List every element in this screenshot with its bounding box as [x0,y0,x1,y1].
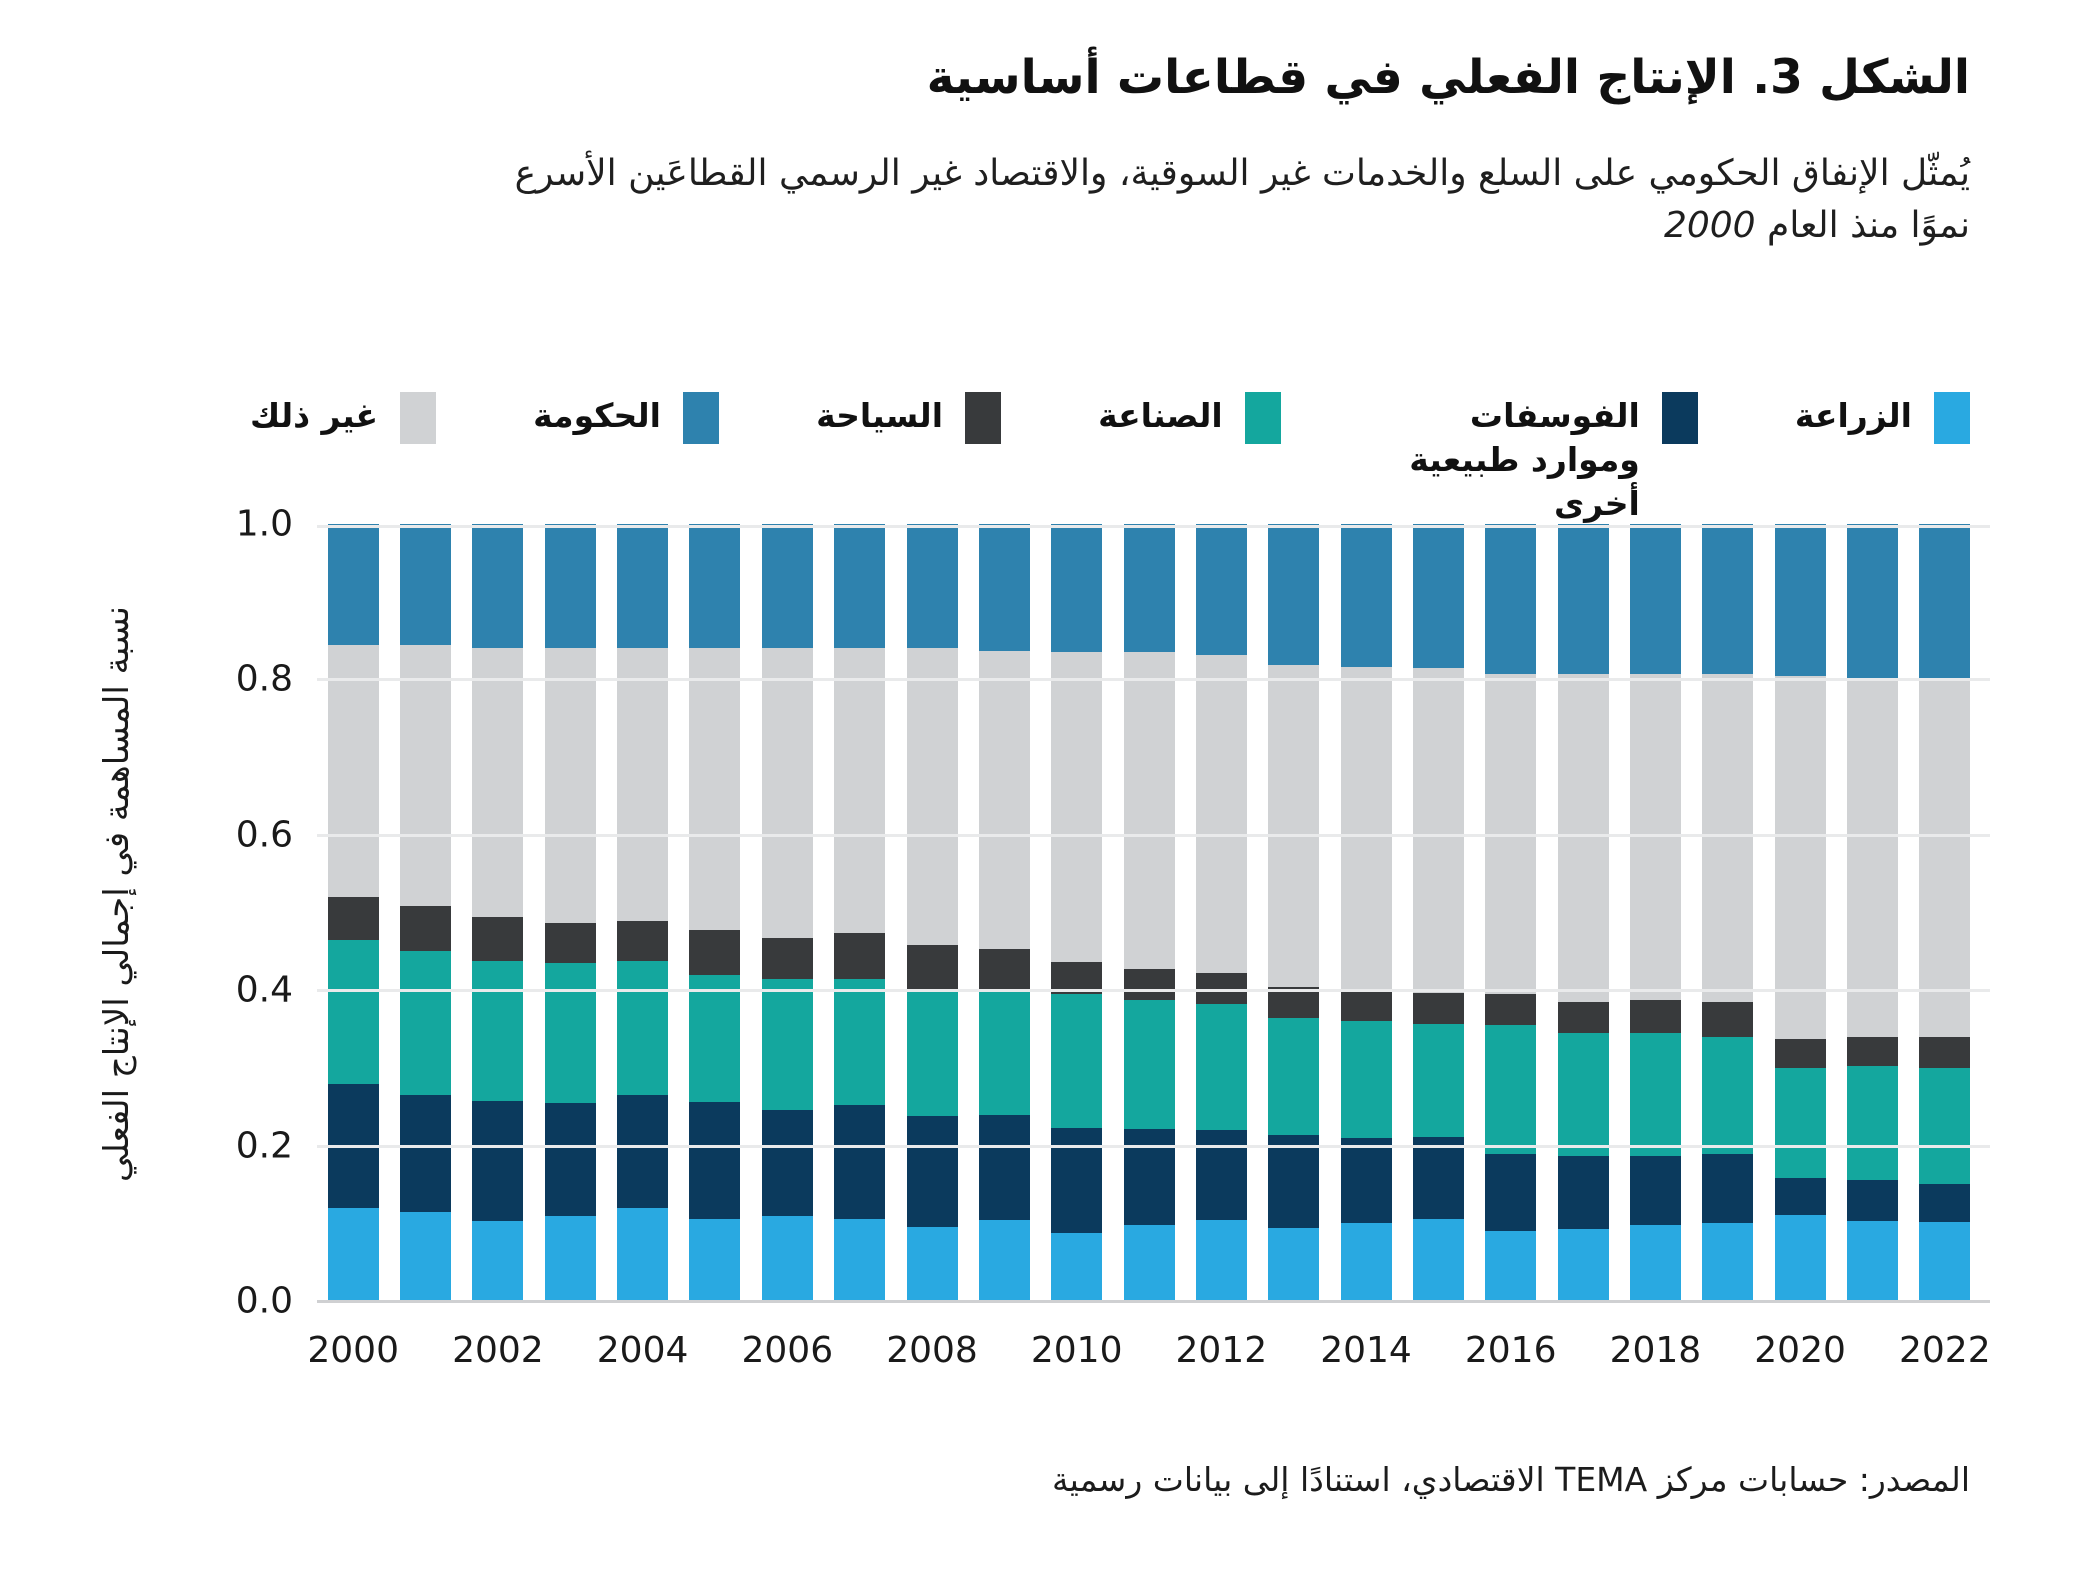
source-note: المصدر: حسابات مركز TEMA الاقتصادي، استنادًا إلى بيانات رسمية [1051,1460,1970,1499]
segment-government-2018 [1630,524,1681,674]
segment-government-2015 [1413,524,1464,668]
gridline-0.4 [317,989,1990,992]
segment-tourism-2000 [328,897,379,940]
bar-2013 [1268,524,1319,1301]
segment-industry-2002 [472,961,523,1101]
subtitle-line-2-text: نموًا منذ العام [1767,205,1970,246]
segment-government-2011 [1124,524,1175,652]
segment-government-2020 [1775,524,1826,676]
segment-phosphates-2004 [617,1095,668,1208]
bar-2021 [1847,524,1898,1301]
segment-industry-2000 [328,940,379,1084]
segment-phosphates-2021 [1847,1180,1898,1221]
segment-tourism-2006 [762,938,813,978]
segment-industry-2021 [1847,1066,1898,1180]
y-tick-label-0.2: 0.2 [235,1125,293,1167]
bar-2011 [1124,524,1175,1301]
segment-tourism-2005 [689,930,740,975]
bar-2016 [1485,524,1536,1301]
segment-government-2016 [1485,524,1536,674]
bar-2004 [617,524,668,1301]
segment-phosphates-2009 [979,1115,1030,1221]
segment-industry-2009 [979,992,1030,1115]
segment-government-2012 [1196,524,1247,655]
x-tick-label-2016: 2016 [1464,1330,1557,1371]
segment-agriculture-2019 [1702,1223,1753,1301]
gridline-0.2 [317,1145,1990,1148]
segment-phosphates-2018 [1630,1156,1681,1225]
segment-other-2008 [907,648,958,945]
segment-other-2015 [1413,668,1464,994]
x-tick-label-2010: 2010 [1030,1330,1123,1371]
segment-industry-2015 [1413,1024,1464,1137]
segment-phosphates-2005 [689,1102,740,1219]
x-tick-label-2020: 2020 [1754,1330,1846,1371]
segment-phosphates-2011 [1124,1129,1175,1225]
x-tick-label-2012: 2012 [1175,1330,1268,1371]
bar-2003 [545,524,596,1301]
segment-phosphates-2020 [1775,1178,1826,1215]
segment-agriculture-2007 [834,1219,885,1301]
bar-2020 [1775,524,1826,1301]
x-tick-label-2014: 2014 [1320,1330,1412,1371]
bar-2010 [1051,524,1102,1301]
segment-phosphates-2022 [1919,1184,1970,1221]
segment-industry-2010 [1051,994,1102,1128]
segment-government-2002 [472,524,523,648]
segment-industry-2019 [1702,1037,1753,1154]
segment-agriculture-2022 [1919,1222,1970,1301]
segment-other-2022 [1919,678,1970,1037]
segment-government-2013 [1268,524,1319,665]
x-tick-label-2000: 2000 [307,1330,399,1371]
segment-industry-2012 [1196,1004,1247,1130]
segment-other-2017 [1558,674,1609,1002]
segment-phosphates-2002 [472,1101,523,1221]
segment-government-2001 [400,524,451,644]
segment-other-2012 [1196,655,1247,974]
segment-industry-2017 [1558,1033,1609,1156]
segment-government-2005 [689,524,740,648]
x-tick-label-2002: 2002 [452,1330,544,1371]
segment-other-2013 [1268,665,1319,988]
segment-agriculture-2009 [979,1220,1030,1301]
bar-2015 [1413,524,1464,1301]
segment-industry-2004 [617,961,668,1095]
segment-government-2010 [1051,524,1102,652]
legend-label-phosphates: الفوسفات وموارد طبيعية أخرى [1409,396,1640,523]
bar-2019 [1702,524,1753,1301]
segment-other-2011 [1124,652,1175,969]
y-tick-label-0.0: 0.0 [235,1280,293,1322]
segment-agriculture-2010 [1051,1233,1102,1301]
segment-agriculture-2002 [472,1221,523,1301]
bar-2006 [762,524,813,1301]
segment-government-2008 [907,524,958,648]
segment-other-2009 [979,651,1030,949]
segment-agriculture-2013 [1268,1228,1319,1301]
segment-agriculture-2004 [617,1208,668,1301]
segment-other-2002 [472,648,523,917]
gridline-1.0 [317,525,1990,528]
segment-phosphates-2007 [834,1105,885,1218]
segment-agriculture-2015 [1413,1219,1464,1301]
segment-industry-2001 [400,951,451,1095]
legend-label-industry: الصناعة [1098,396,1223,435]
segment-government-2022 [1919,524,1970,678]
chart-title: الشكل 3. الإنتاج الفعلي في قطاعات أساسية [926,50,1970,105]
segment-phosphates-2014 [1341,1138,1392,1224]
segment-tourism-2009 [979,949,1030,992]
segment-industry-2018 [1630,1033,1681,1156]
segment-tourism-2022 [1919,1037,1970,1068]
segment-tourism-2015 [1413,993,1464,1024]
segment-tourism-2021 [1847,1037,1898,1066]
segment-government-2000 [328,524,379,644]
segment-industry-2016 [1485,1025,1536,1154]
segment-tourism-2008 [907,945,958,990]
segment-government-2019 [1702,524,1753,674]
segment-other-2006 [762,648,813,938]
segment-other-2020 [1775,676,1826,1040]
segment-industry-2005 [689,975,740,1102]
segment-phosphates-2013 [1268,1135,1319,1228]
bar-2017 [1558,524,1609,1301]
segment-phosphates-2008 [907,1116,958,1227]
segment-phosphates-2010 [1051,1128,1102,1233]
x-tick-label-2018: 2018 [1609,1330,1702,1371]
segment-industry-2013 [1268,1018,1319,1135]
y-tick-label-0.8: 0.8 [235,658,293,700]
segment-tourism-2007 [834,933,885,978]
gridline-0.8 [317,678,1990,681]
segment-phosphates-2003 [545,1103,596,1216]
subtitle-line-1: يُمثّل الإنفاق الحكومي على السلع والخدمات غير السوقية، والاقتصاد غير الرسمي القطاعَين الأسرع [514,153,1970,194]
legend-label-other: غير ذلك [250,396,379,435]
segment-other-2021 [1847,678,1898,1037]
bar-2009 [979,524,1030,1301]
segment-agriculture-2014 [1341,1223,1392,1301]
bar-2018 [1630,524,1681,1301]
segment-industry-2006 [762,979,813,1110]
segment-agriculture-2003 [545,1216,596,1302]
subtitle-year: 2000 [1663,205,1756,246]
segment-tourism-2014 [1341,990,1392,1021]
segment-government-2021 [1847,524,1898,678]
segment-other-2014 [1341,667,1392,990]
x-tick-label-2006: 2006 [741,1330,834,1371]
segment-phosphates-2017 [1558,1156,1609,1229]
segment-phosphates-2006 [762,1110,813,1216]
bar-2001 [400,524,451,1301]
x-axis-baseline [317,1300,1990,1303]
segment-government-2004 [617,524,668,648]
x-tick-label-2022: 2022 [1898,1330,1991,1371]
bar-2014 [1341,524,1392,1301]
bar-2002 [472,524,523,1301]
bar-2008 [907,524,958,1301]
segment-tourism-2001 [400,906,451,951]
segment-tourism-2018 [1630,1000,1681,1033]
segment-government-2003 [545,524,596,648]
segment-agriculture-2011 [1124,1225,1175,1301]
segment-tourism-2004 [617,921,668,961]
y-tick-label-1.0: 1.0 [235,503,293,545]
segment-phosphates-2016 [1485,1154,1536,1231]
segment-tourism-2002 [472,917,523,961]
segment-phosphates-2015 [1413,1137,1464,1219]
segment-agriculture-2021 [1847,1221,1898,1301]
segment-tourism-2017 [1558,1002,1609,1033]
segment-agriculture-2018 [1630,1225,1681,1301]
segment-tourism-2020 [1775,1039,1826,1068]
segment-tourism-2011 [1124,969,1175,1000]
bar-2012 [1196,524,1247,1301]
bar-2005 [689,524,740,1301]
y-tick-label-0.4: 0.4 [235,969,293,1011]
legend-label-agriculture: الزراعة [1794,396,1912,435]
y-axis-title: نسبة المساهمة في إجمالي الإنتاج الفعلي [97,606,137,1182]
segment-industry-2011 [1124,1000,1175,1128]
segment-agriculture-2017 [1558,1229,1609,1301]
segment-phosphates-2001 [400,1095,451,1212]
segment-industry-2003 [545,963,596,1103]
segment-industry-2020 [1775,1068,1826,1178]
segment-agriculture-2000 [328,1208,379,1301]
segment-phosphates-2019 [1702,1154,1753,1222]
bar-2000 [328,524,379,1301]
segment-tourism-2019 [1702,1002,1753,1037]
segment-other-2010 [1051,652,1102,961]
y-tick-label-0.6: 0.6 [235,814,293,856]
segment-industry-2007 [834,979,885,1106]
gridline-0.6 [317,834,1990,837]
segment-industry-2022 [1919,1068,1970,1185]
segment-other-2005 [689,648,740,929]
segment-government-2007 [834,524,885,648]
bar-2022 [1919,524,1970,1301]
segment-industry-2014 [1341,1021,1392,1138]
segment-industry-2008 [907,990,958,1116]
segment-government-2006 [762,524,813,648]
x-tick-label-2004: 2004 [596,1330,689,1371]
segment-other-2018 [1630,674,1681,1000]
segment-other-2007 [834,648,885,933]
segment-agriculture-2006 [762,1216,813,1302]
segment-government-2014 [1341,524,1392,667]
legend-label-tourism: السياحة [816,396,944,435]
segment-agriculture-2001 [400,1212,451,1301]
segment-government-2017 [1558,524,1609,674]
bar-2007 [834,524,885,1301]
legend-label-government: الحكومة [533,396,661,435]
segment-agriculture-2020 [1775,1215,1826,1301]
segment-agriculture-2008 [907,1227,958,1301]
segment-government-2009 [979,524,1030,651]
segment-other-2000 [328,645,379,898]
segment-agriculture-2012 [1196,1220,1247,1301]
segment-agriculture-2016 [1485,1231,1536,1301]
x-tick-label-2008: 2008 [886,1330,978,1371]
segment-tourism-2003 [545,923,596,963]
segment-agriculture-2005 [689,1219,740,1301]
segment-other-2001 [400,645,451,907]
segment-other-2019 [1702,674,1753,1002]
segment-tourism-2016 [1485,994,1536,1025]
segment-other-2003 [545,648,596,922]
segment-other-2004 [617,648,668,921]
